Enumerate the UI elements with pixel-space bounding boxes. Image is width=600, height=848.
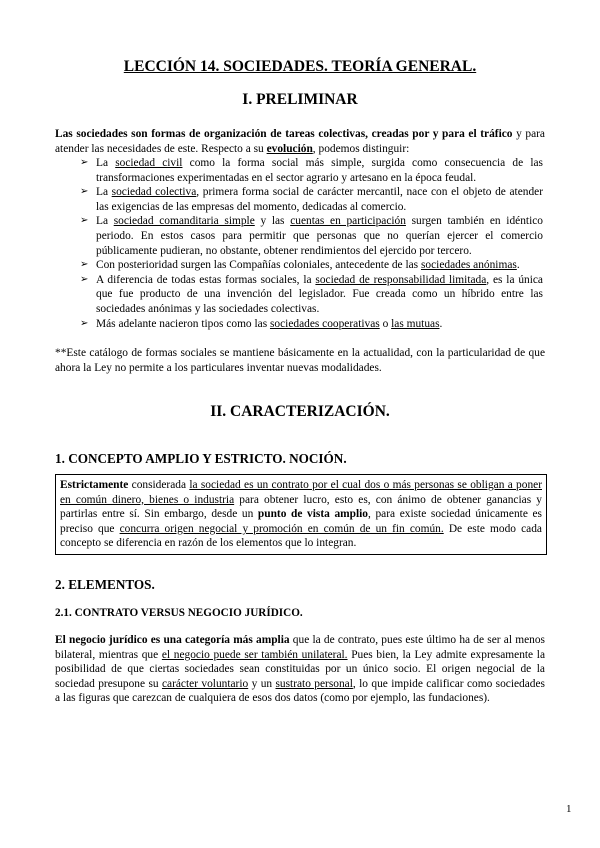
intro-text-a: y para atender las necesidades de este. Respecto a su — [55, 128, 545, 155]
para-bold: El negocio jurídico es una categoría más amplia — [55, 634, 290, 646]
intro-paragraph — [55, 127, 545, 156]
para-underline-3: sustrato personal — [275, 677, 353, 690]
para-underline-2: carácter voluntario — [161, 677, 249, 690]
box-bold-2: punto de vista amplio — [257, 508, 369, 521]
list-item: ➢ A diferencia de todas estas formas sociales, la sociedad de responsabilidad limitada, es la única que fue producto de una invención del legislador. Fue creada como un híbrido entre las sociedades anónimas y las sociedades colectivas. — [80, 273, 543, 315]
arrow-bullet-icon: ➢ — [80, 273, 89, 285]
box-bold-1: Estrictamente — [60, 479, 129, 491]
para-underline-1: el negocio puede ser también unilateral. — [161, 648, 348, 661]
concept-heading: 1. CONCEPTO AMPLIO Y ESTRICTO. NOCIÓN. — [55, 451, 347, 466]
negocio-paragraph: El negocio jurídico es una categoría más amplia que la de contrato, pues este último ha de ser al menos bilateral, mientras que el negocio puede ser también unilateral. Pues bien, la Ley admite expresamente la posibilidad de que ciertas sociedades sean constituidas por un único socio. El origen negocial de la sociedad presupone su carácter voluntario y un sustrato personal, lo que impide calificar como sociedades a las figuras que carezcan de cualquiera de esos dos datos (como por ejemplo, las fundaciones). — [55, 634, 546, 705]
section-caracterizacion-heading: II. CARACTERIZACIÓN. — [210, 403, 390, 420]
intro-text-b: , podemos distinguir: — [312, 142, 410, 155]
intro-evolucion: evolución — [266, 142, 313, 155]
arrow-bullet-icon: ➢ — [80, 259, 89, 271]
box-underline-2: concurra origen negocial y promoción en común de un fin común. — [119, 522, 444, 535]
list-item: ➢ La sociedad colectiva, primera forma social de carácter mercantil, nace con el objeto de atender las exigencias de las empresas del momento, dedicadas al comercio. — [80, 186, 543, 213]
page-number: 1 — [566, 803, 572, 815]
section-preliminar-heading: I. PRELIMINAR — [242, 91, 358, 108]
evolution-list — [80, 156, 543, 331]
list-item: ➢ La sociedad comanditaria simple y las cuentas en participación surgen también en idéntico periodo. En estos casos para permitir que personas que no querían ejercer el comercio públicamente pudieran, no obstante, obtener rendimientos del ejercido por tercero. — [80, 215, 543, 257]
lesson-title: LECCIÓN 14. SOCIEDADES. TEORÍA GENERAL. — [123, 58, 477, 75]
contract-heading: 2.1. CONTRATO VERSUS NEGOCIO JURÍDICO. — [55, 607, 303, 619]
elements-heading: 2. ELEMENTOS. — [55, 577, 155, 592]
arrow-bullet-icon: ➢ — [80, 157, 89, 168]
definition-box: Estrictamente considerada la sociedad es un contrato por el cual dos o más personas se obligan a poner en común dinero, bienes o industria para obtener lucro, esto es, con ánimo de obtener ganancias y partirlas entre sí. Sin embargo, desde un punto de vista amplio, para existe sociedad únicamente es preciso que concurra origen negocial y promoción en común de un fin común. De este modo cada concepto se diferencia en razón de los elementos que lo integran. — [55, 474, 547, 555]
arrow-bullet-icon: ➢ — [80, 215, 89, 227]
box-underline-1: la sociedad es un contrato por el cual dos o más personas se obligan a poner en común dinero, bienes o industria — [60, 479, 542, 506]
list-item: ➢ Más adelante nacieron tipos como las sociedades cooperativas o las mutuas. — [80, 317, 443, 330]
arrow-bullet-icon: ➢ — [80, 186, 89, 198]
catalog-note: **Este catálogo de formas sociales se mantiene básicamente en la actualidad, con la particularidad de que ahora la Ley no permite a los particulares inventar nuevas modalidades. — [55, 347, 545, 374]
intro-bold: Las sociedades son formas de organización de tareas colectivas, creadas por y para el tráfico — [55, 128, 513, 140]
list-item: ➢ La sociedad civil como la forma social más simple, surgida como consecuencia de las transformaciones experimentadas en el sector agrario y artesano en la época feudal. — [80, 157, 543, 184]
arrow-bullet-icon: ➢ — [80, 317, 89, 329]
list-item: ➢ Con posterioridad surgen las Compañías coloniales, antecedente de las sociedades anónimas. — [80, 259, 520, 272]
